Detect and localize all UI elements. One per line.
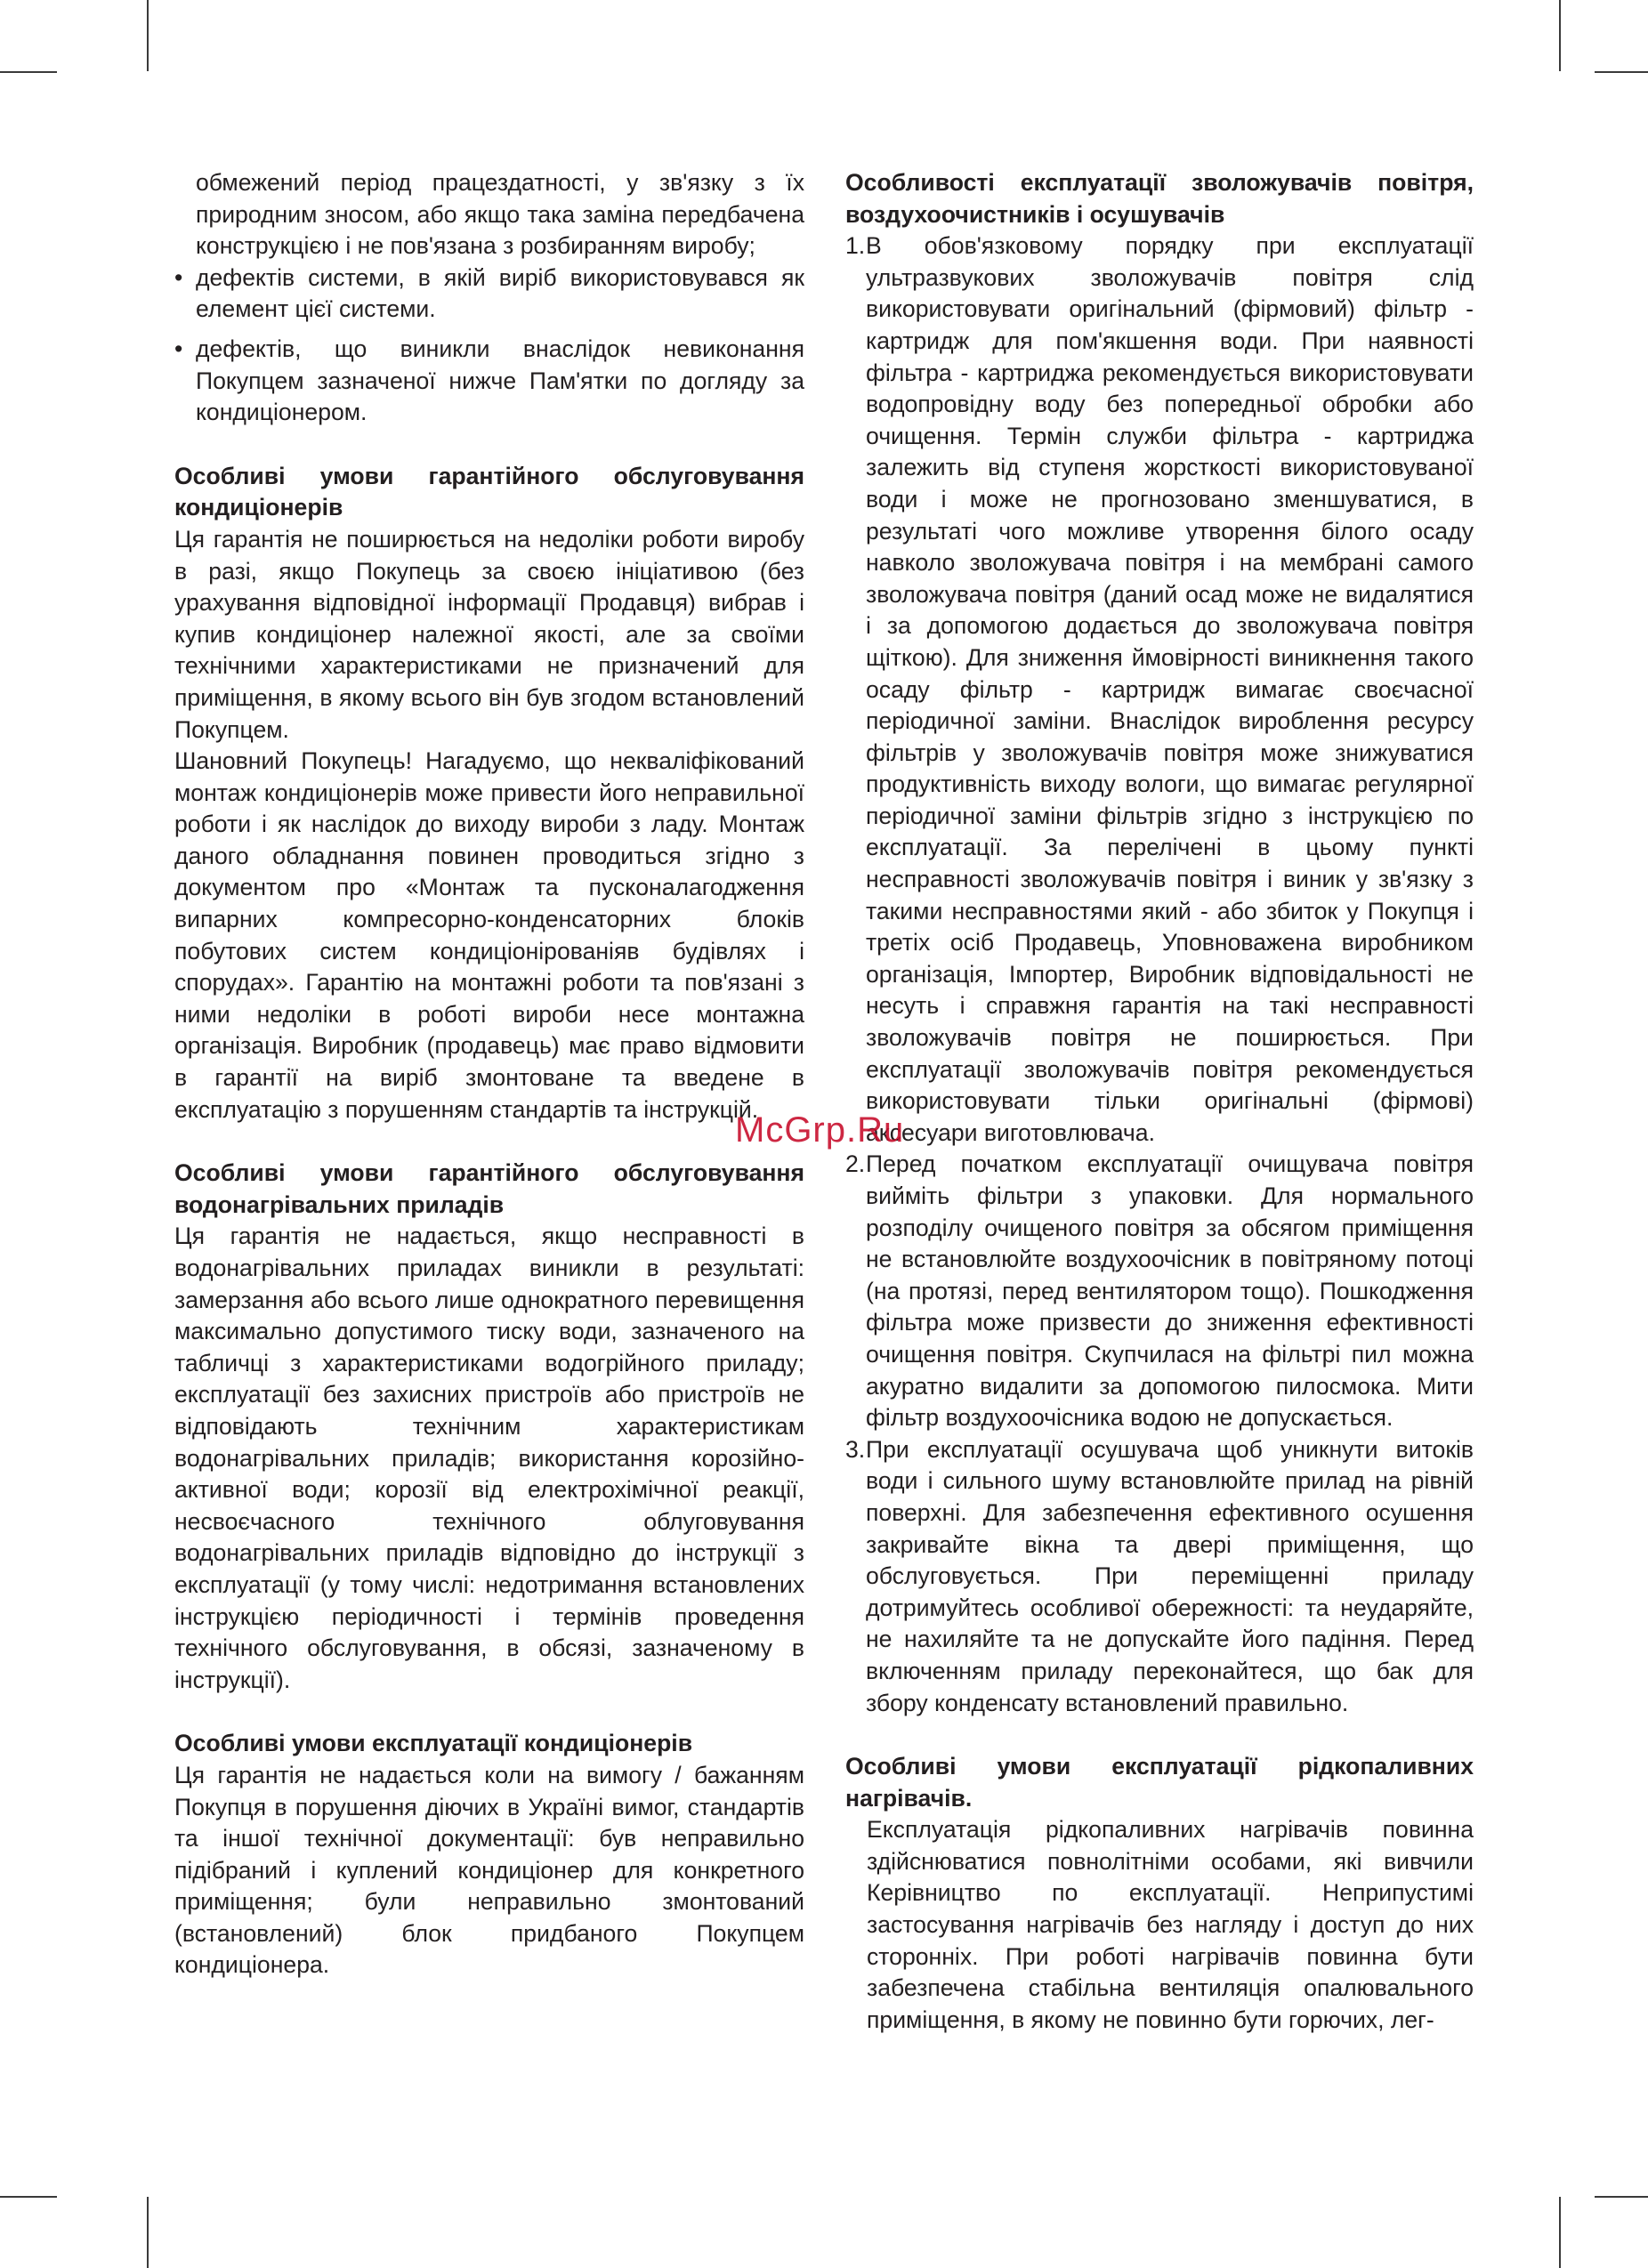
paragraph: Шановний Покупець! Нагадуємо, що некваліфікований монтаж кондиціонерів може привести його неправильної роботи і як наслідок до виходу вироби з ладу. Монтаж даного обладнання повинен проводиться згідно з документом про «Монтаж та пусконалагодження випарних компресорно-конденсаторних блоків побутових систем кондиціонірованіяв будівлях і спорудах». Гарантію на монтажні роботи та пов'язані з ними недоліки в роботі вироби несе монтажна організація. Виробник (продавець) має право відмовити в гарантії на виріб змонтоване та введене в експлуатацію з порушенням стандартів та інструкцій. — [174, 747, 804, 1123]
paragraph: Ця гарантія не надається коли на вимогу / бажанням Покупця в порушення діючих в Україні вимог, стандартів та іншої технічної документації: був неправильно підібраний і куплений кондиціонер для конкретного приміщення; були неправильно змонтований (встановлений) блок придбаного Покупцем кондиціонера. — [174, 1761, 804, 1979]
list-item — [174, 262, 804, 326]
crop-mark — [1595, 2196, 1648, 2198]
crop-mark — [1595, 71, 1648, 73]
item-text: В обов'язковому порядку при експлуатації ультразвукових зволожувачів повітря слід використовувати оригінальний (фірмовий) фільтр - картридж для пом'якшення води. При наявності фільтра - картриджа рекомендується використовувати водопровідну воду без попередньої обробки або очищення. Термін служби фільтра - картриджа залежить від ступеня жорсткості використовуваної води і може не прогнозовано зменшуватися, в результаті чого можливе утворення білого осаду навколо зволожувача повітря і на мембрані самого зволожувача повітря (даний осад може не видалятися і за допомогою додається до зволожувача повітря щіткою). Для зниження ймовірності виникнення такого осаду фільтр - картридж вимагає своєчасної періодичної заміни. Внаслідок вироблення ресурсу фільтрів у зволожувачів повітря може знижуватися продуктивність виходу вологи, що вимагає регулярної періодичної заміни фільтрів згідно з інструкцією по експлуатації. За переліченi в цьому пункті несправності зволожувачів повітря і виник у зв'язку з такими несправностями який - або збиток у Покупця і третіх осіб Продавець, Уповноважена виробником організація, Імпортер, Виробник відповідальності не несуть і справжня гарантія на такі несправності зволожувачів повітря не поширюється. При експлуатації зволожувачів повітря рекомендується використовувати тільки оригінальні (фірмові) аксесуари виготовлювача. — [866, 232, 1474, 1146]
paragraph: Експлуатація рідкопаливних нагрівачів повинна здійснюватися повнолітніми особами, які вивчили Керівництво по експлуатації. Неприпустимі застосування нагрівачів без нагляду і доступ до них сторонніх. При роботі нагрівачів повинна бути забезпечена стабільна вентиляція опалювального приміщення, в якому не повинно бути горючих, лег- — [867, 1816, 1474, 2033]
watermark: McGrp.Ru — [735, 1110, 905, 1150]
bullet-text: дефектів, що виникли внаслідок невиконання Покупцем зазначеної нижче Пам'ятки по догляду за кондиціонером. — [196, 335, 804, 426]
bullet-icon: • — [174, 263, 183, 291]
paragraph: Ця гарантія не надається, якщо несправності в водонагрівальних приладах виникли в результаті: замерзання або всього лише однократного перевищення максимально допустимого тиску води, зазначеного на табличці з характеристиками водогрійного приладу; експлуатації без захисних пристроїв або пристроїв не відповідають технічним характеристикам водонагрівальних приладів; використання корозійно-активної води; корозії від електрохімічної реакції, несвоєчасного технічного облуговування водонагрівальних приладів відповідно до інструкції з експлуатації (у тому числі: недотримання встановлених інструкцією періодичності і термінів проведення технічного обслуговування, в обсязі, зазначеному в інструкції). — [174, 1223, 804, 1693]
list-item — [845, 1434, 1474, 1719]
crop-mark — [0, 2196, 57, 2198]
section-heading: Особливі умови гарантійного обслуговування кондиціонерів — [174, 462, 804, 521]
paragraph: Ця гарантія не поширюється на недоліки роботи виробу в разі, якщо Покупець за своєю ініціативою (без урахування відповідної інформації Продавця) вибрав і купив кондиціонер належної якості, але за своїми технічними характеристиками не призначений для приміщення, в якому всього він був згодом встановлений Покупцем. — [174, 525, 804, 743]
crop-mark — [1559, 0, 1561, 71]
section-heading: Особливі умови експлуатації рідкопаливних нагрівачів. — [845, 1753, 1474, 1812]
list-item — [845, 230, 1474, 1149]
bullet-text: дефектів системи, в якій виріб використовувався як елемент цієї системи. — [196, 263, 804, 323]
item-number: 3. — [845, 1435, 866, 1463]
crop-mark — [147, 2197, 149, 2268]
section-heading: Особливі умови гарантійного обслуговування водонагрівальних приладів — [174, 1159, 804, 1218]
intro-continuation: обмежений період працездатності, у зв'язку з їх природним зносом, або якщо така заміна передбачена конструкцією і не пов'язана з розбиранням виробу; — [196, 169, 804, 260]
list-item — [174, 334, 804, 429]
item-number: 1. — [845, 232, 866, 260]
crop-mark — [0, 71, 57, 73]
crop-mark — [147, 0, 149, 71]
item-text: Перед початком експлуатації очищувача повітря вийміть фільтри з упаковки. Для нормального розподілу очищеного повітря за обсягом приміщення не встановлюйте воздухоочісник в повітряному потоці (на протязі, перед вентилятором тощо). Пошкодження фільтра може призвести до зниження ефективності очищення повітря. Скупчилася на фільтрі пил можна акуратно видалити за допомогою пилосмока. Мити фільтр воздухоочісника водою не допускається. — [866, 1150, 1474, 1432]
right-column — [845, 167, 1474, 2036]
item-text: При експлуатації осушувача щоб уникнути витоків води і сильного шуму встановлюйте прилад на рівній поверхні. Для забезпечення ефективного осушення закривайте вікна та двері приміщення, що обслуговується. При переміщенні приладу дотримуйтесь особливої обережності: та неударяйте, не нахиляйте та не допускайте його падіння. Перед включенням приладу переконайтеся, що бак для збору конденсату встановлений правильно. — [866, 1435, 1474, 1716]
bullet-icon: • — [174, 335, 183, 362]
list-item — [845, 1149, 1474, 1433]
section-heading: Особливі умови експлуатації кондиціонерів — [174, 1730, 693, 1757]
item-number: 2. — [845, 1150, 866, 1178]
section-heading: Особливості експлуатації зволожувачів повітря, воздухоочистників і осушувачів — [845, 169, 1474, 228]
left-column — [174, 167, 804, 1981]
crop-mark — [1559, 2197, 1561, 2268]
